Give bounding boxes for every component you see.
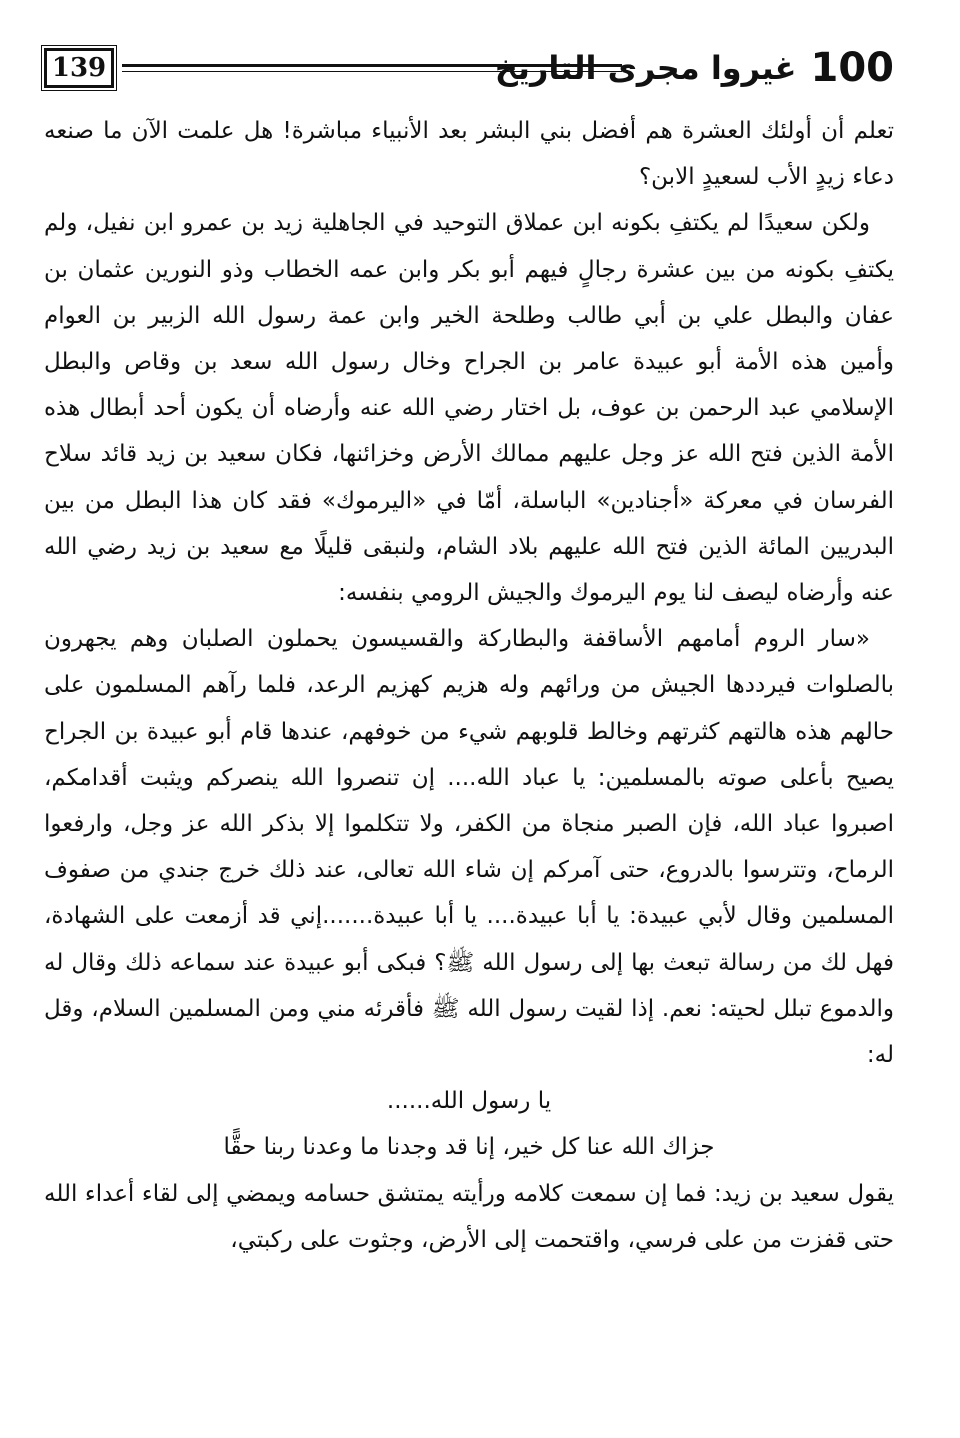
book-title-number: 100 [810, 45, 894, 91]
paragraph-yarmouk-quote: «سار الروم أمامهم الأساقفة والبطاركة والقسيسون يحملون الصلبان وهم يجهرون بالصلوات فيرددها الجيش من ورائهم وله هزيم كهزيم الرعد، فلما رآهم المسلمون على حالهم هذه هالتهم كثرتهم وخالط قلوبهم شيء من خوفهم، عندها قام أبو عبيدة بن الجراح يصيح بأعلى صوته بالمسلمين: يا عباد الله.... إن تنصروا الله ينصركم ويثبت أقدامكم، اصبروا عباد الله، فإن الصبر منجاة من الكفر، ولا تتكلموا إلا بذكر الله عز وجل، وارفعوا الرماح، وتترسوا بالدروع، حتى آمركم إن شاء الله تعالى، عند ذلك خرج جندي من صفوف المسلمين وقال لأبي عبيدة: يا أبا عبيدة.... يا أبا عبيدة.......إني قد أزمعت على الشهادة، فهل لك من رسالة تبعث بها إلى رسول الله ﷺ؟ فبكى أبو عبيدة عند سماعه ذلك وقال له والدموع تبلل لحيته: نعم. إذا لقيت رسول الله ﷺ فأقرئه مني ومن المسلمين السلام، وقل له: [44, 626, 894, 1069]
page-header [44, 40, 894, 102]
verse-line-1: يا رسول الله...... [386, 1088, 552, 1115]
book-title [495, 40, 894, 96]
paragraph-final: يقول سعيد بن زيد: فما إن سمعت كلامه ورأيته يمتشق حسامه ويمضي إلى لقاء أعداء الله حتى قفزت من على فرسي، واقتحمت إلى الأرض، وجثوت على ركبتي، [44, 1180, 894, 1253]
verse-line-2: جزاك الله عنا كل خير، إنا قد وجدنا ما وعدنا ربنا حقًّا [223, 1134, 715, 1161]
paragraph-intro: تعلم أن أولئك العشرة هم أفضل بني البشر بعد الأنبياء مباشرة! هل علمت الآن ما صنعه دعاء زيدٍ الأب لسعيدٍ الابن؟ [44, 118, 894, 191]
paragraph-said-bin-zaid: ولكن سعيدًا لم يكتفِ بكونه ابن عملاق التوحيد في الجاهلية زيد بن عمرو ابن نفيل، ولم يكتفِ بكونه من بين عشرة رجالٍ فيهم أبو بكر وابن عمه الخطاب وذو النورين عثمان بن عفان والبطل علي بن أبي طالب وطلحة الخير وابن عمة رسول الله الزبير بن العوام وأمين هذه الأمة أبو عبيدة عامر بن الجراح وخال رسول الله سعد بن وقاص والبطل الإسلامي عبد الرحمن بن عوف، بل اختار رضي الله عنه وأرضاه أن يكون أحد أبطال هذه الأمة الذين فتح الله عز وجل عليهم ممالك الأرض وخزائنها، فكان سعيد بن زيد قائد سلاح الفرسان في معركة «أجنادين» الباسلة، أمّا في «اليرموك» فقد كان هذا البطل من بين البدريين المائة الذين فتح الله عليهم بلاد الشام، ولنبقى قليلًا مع سعيد بن زيد رضي الله عنه وأرضاه ليصف لنا يوم اليرموك والجيش الرومي بنفسه: [44, 210, 894, 607]
page-body [44, 108, 894, 1263]
book-title-text: غيروا مجرى التاريخ [494, 49, 797, 87]
page-number: 139 [44, 48, 114, 88]
